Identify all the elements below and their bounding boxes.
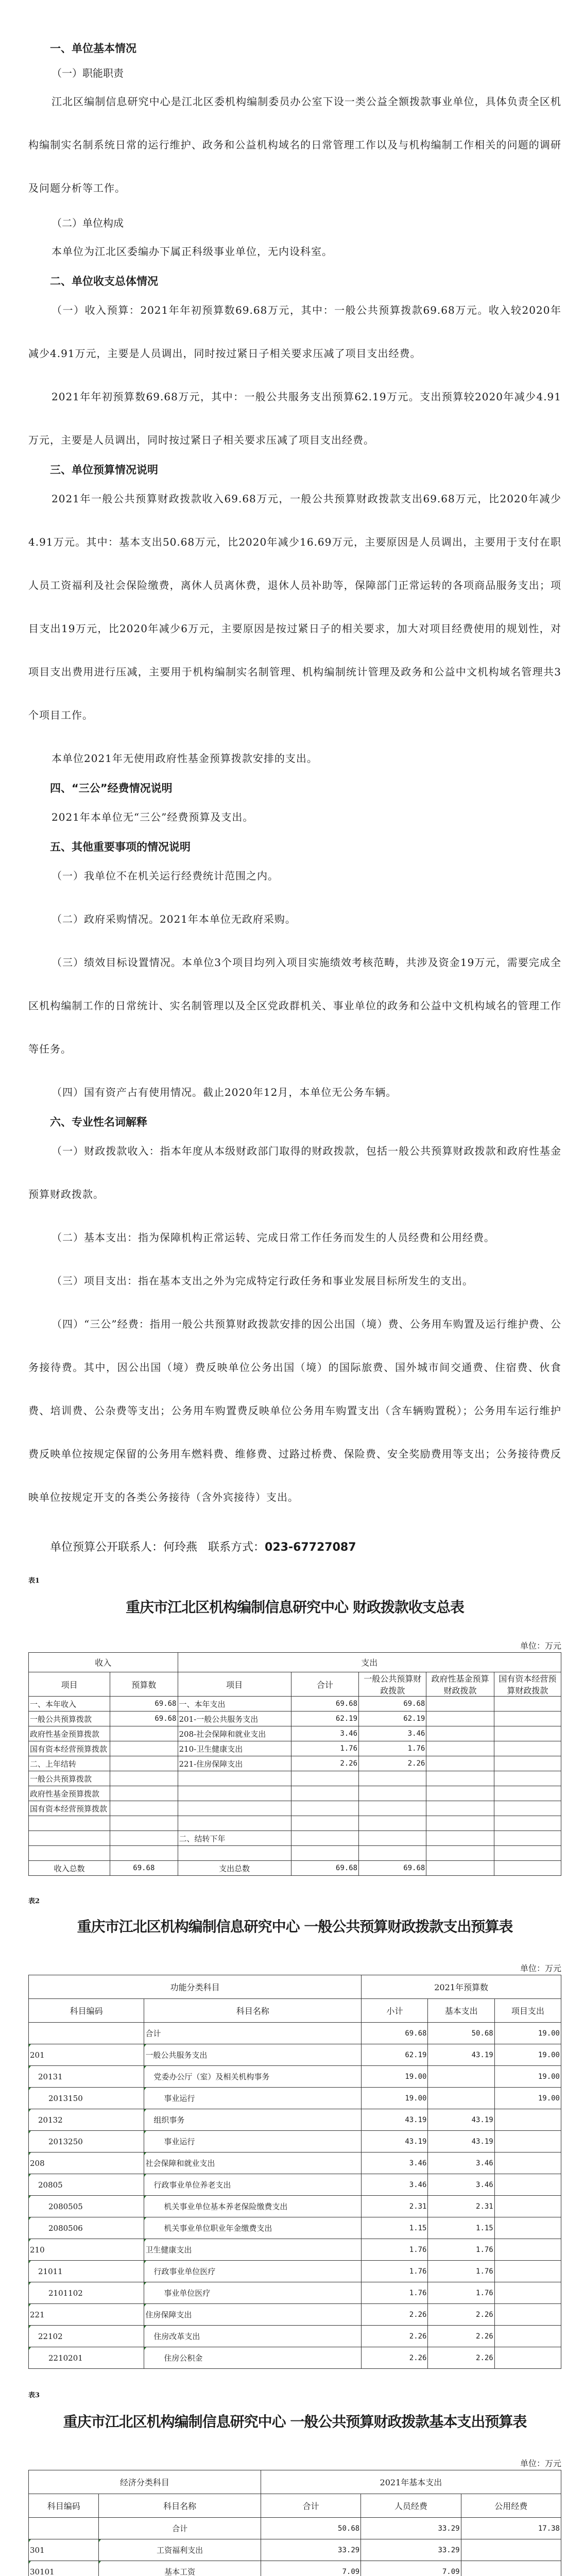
table-cell xyxy=(426,1801,494,1816)
table-cell xyxy=(494,1726,561,1741)
table-cell: 62.19 xyxy=(291,1711,358,1726)
value-cell: 2.26 xyxy=(362,2326,428,2347)
section-1-title: 一、单位基本情况 xyxy=(50,42,136,55)
table-cell xyxy=(110,1771,178,1786)
table-cell xyxy=(494,1711,561,1726)
table-row xyxy=(29,1726,561,1741)
value-cell: 43.19 xyxy=(428,2131,494,2153)
section-5-text-3: （三）绩效目标设置情况。本单位3个项目均列入项目实施绩效考核范畴，共涉及资金19万元，需要完成全区机构编制工作的日常统计、实名制管理以及全区党政群机关、事业单位的政务和公益中文机构域名的管理工作等任务。 xyxy=(28,956,561,1055)
table-cell xyxy=(110,1741,178,1756)
table-row xyxy=(29,2304,561,2326)
column-header: 一般公共预算财政拨款 xyxy=(359,1672,426,1697)
table-row xyxy=(29,1816,561,1831)
table-cell xyxy=(494,1831,561,1846)
table-cell: 3.46 xyxy=(291,1726,358,1741)
table-cell: 1.76 xyxy=(359,1741,426,1756)
table-row xyxy=(29,2539,561,2561)
section-1-1-text: 江北区编制信息研究中心是江北区委机构编制委员办公室下设一类公益全额拨款事业单位，具体负责全区机构编制实名制系统日常的运行维护、政务和公益机构域名的日常管理工作以及与机构编制工作相关的问题的调研及问题分析等工作。 xyxy=(28,95,561,194)
value-cell xyxy=(494,2153,561,2174)
column-header: 小计 xyxy=(362,1999,428,2023)
subject-code: 2101102 xyxy=(29,2282,144,2304)
value-cell: 19.00 xyxy=(494,2066,561,2088)
table-cell xyxy=(426,1726,494,1741)
subject-code: 2013250 xyxy=(29,2131,144,2153)
subject-code: 208 xyxy=(29,2153,144,2174)
table-cell xyxy=(494,1801,561,1816)
subject-code: 2013150 xyxy=(29,2088,144,2109)
subject-code: 210 xyxy=(29,2239,144,2261)
table-3-number: 表3 xyxy=(28,2392,40,2399)
column-header: 项目 xyxy=(178,1672,291,1697)
section-5-text-2: （二）政府采购情况。2021年本单位无政府采购。 xyxy=(51,913,296,925)
table-1-number: 表1 xyxy=(28,1577,40,1585)
value-cell: 50.68 xyxy=(428,2023,494,2044)
table-row xyxy=(29,1846,561,1861)
value-cell xyxy=(494,2282,561,2304)
header-2021-budget: 2021年预算数 xyxy=(362,1975,561,1999)
subject-name: 社会保障和就业支出 xyxy=(144,2153,362,2174)
column-header: 国有资本经营预算财政拨款 xyxy=(494,1672,561,1697)
table-row xyxy=(29,2217,561,2239)
table-cell: 二、上年结转 xyxy=(29,1756,110,1771)
table-cell: 1.76 xyxy=(291,1741,358,1756)
value-cell: 1.76 xyxy=(428,2282,494,2304)
table-cell: 221-住房保障支出 xyxy=(178,1756,291,1771)
table-row xyxy=(29,2196,561,2217)
subject-code: 221 xyxy=(29,2304,144,2326)
value-cell: 1.76 xyxy=(362,2239,428,2261)
table-cell xyxy=(359,1771,426,1786)
table-cell xyxy=(426,1831,494,1846)
subject-code: 2080506 xyxy=(29,2217,144,2239)
value-cell: 33.29 xyxy=(361,2539,461,2561)
value-cell: 2.26 xyxy=(428,2304,494,2326)
table-row xyxy=(29,2044,561,2066)
value-cell: 33.29 xyxy=(261,2539,360,2561)
value-cell: 3.46 xyxy=(428,2174,494,2196)
table-cell: 210-卫生健康支出 xyxy=(178,1741,291,1756)
table-cell xyxy=(494,1771,561,1786)
value-cell xyxy=(494,2174,561,2196)
table-cell: 国有资本经营预算拨款 xyxy=(29,1741,110,1756)
section-2-title: 二、单位收支总体情况 xyxy=(50,275,158,287)
table-cell xyxy=(110,1726,178,1741)
table-cell xyxy=(178,1816,291,1831)
subject-name: 一般公共服务支出 xyxy=(144,2044,362,2066)
subject-code: 301 xyxy=(29,2539,99,2561)
table-cell: 一、本年收入 xyxy=(29,1697,110,1711)
table-cell xyxy=(291,1786,358,1801)
value-cell: 1.76 xyxy=(428,2239,494,2261)
header-expense: 支出 xyxy=(178,1653,561,1672)
subject-name: 卫生健康支出 xyxy=(144,2239,362,2261)
column-header: 科目编码 xyxy=(29,2494,99,2518)
table-cell xyxy=(426,1697,494,1711)
table-cell xyxy=(291,1816,358,1831)
table-cell xyxy=(359,1801,426,1816)
table-cell xyxy=(291,1846,358,1861)
section-1-2-text: 本单位为江北区委编办下属正科级事业单位，无内设科室。 xyxy=(51,245,333,258)
section-4-title: 四、“三公”经费情况说明 xyxy=(50,782,173,794)
table-row xyxy=(29,1801,561,1816)
table-cell: 62.19 xyxy=(359,1711,426,1726)
value-cell: 43.19 xyxy=(362,2131,428,2153)
value-cell: 7.09 xyxy=(261,2561,360,2576)
column-header: 预算数 xyxy=(110,1672,178,1697)
header-economic-category: 经济分类科目 xyxy=(29,2470,261,2494)
table-cell xyxy=(29,1846,110,1861)
table-cell: 208-社会保障和就业支出 xyxy=(178,1726,291,1741)
value-cell xyxy=(494,2196,561,2217)
table-3-title: 重庆市江北区机构编制信息研究中心 一般公共预算财政拨款基本支出预算表 xyxy=(63,2413,527,2430)
table-row xyxy=(29,2347,561,2369)
value-cell xyxy=(494,2217,561,2239)
subject-code: 30101 xyxy=(29,2561,99,2576)
value-cell: 2.26 xyxy=(428,2326,494,2347)
column-header: 基本支出 xyxy=(428,1999,494,2023)
table-row xyxy=(29,2239,561,2261)
value-cell: 1.15 xyxy=(362,2217,428,2239)
value-cell xyxy=(494,2347,561,2369)
column-header: 合计 xyxy=(291,1672,358,1697)
value-cell xyxy=(494,2326,561,2347)
section-6-text-2: （二）基本支出：指为保障机构正常运转、完成日常工作任务而发生的人员经费和公用经费。 xyxy=(51,1231,495,1244)
table-cell: 国有资本经营预算拨款 xyxy=(29,1801,110,1816)
section-3-title: 三、单位预算情况说明 xyxy=(50,464,158,476)
value-cell: 1.76 xyxy=(362,2282,428,2304)
table-cell xyxy=(494,1816,561,1831)
table-cell xyxy=(426,1756,494,1771)
value-cell xyxy=(428,2066,494,2088)
value-cell: 62.19 xyxy=(362,2044,428,2066)
table-cell xyxy=(178,1786,291,1801)
total-cell: 69.68 xyxy=(291,1861,358,1876)
table-cell xyxy=(359,1831,426,1846)
table-row xyxy=(29,2109,561,2131)
table-3-basic-expense xyxy=(28,2470,561,2576)
value-cell: 43.19 xyxy=(362,2109,428,2131)
subject-code: 22102 xyxy=(29,2326,144,2347)
section-6-text-3: （三）项目支出：指在基本支出之外为完成特定行政任务和事业发展目标所发生的支出。 xyxy=(51,1275,473,1287)
table-cell xyxy=(359,1846,426,1861)
subject-name: 行政事业单位医疗 xyxy=(144,2261,362,2282)
value-cell: 17.38 xyxy=(461,2518,561,2539)
total-cell: 支出总数 xyxy=(178,1861,291,1876)
value-cell xyxy=(494,2261,561,2282)
table-cell xyxy=(426,1771,494,1786)
section-1-2-title: （二）单位构成 xyxy=(51,217,124,229)
subject-name: 合计 xyxy=(144,2023,362,2044)
value-cell: 1.15 xyxy=(428,2217,494,2239)
table-row xyxy=(29,2326,561,2347)
value-cell: 3.46 xyxy=(362,2153,428,2174)
table-3-unit: 单位：万元 xyxy=(520,2459,561,2468)
subject-name: 机关事业单位基本养老保险缴费支出 xyxy=(144,2196,362,2217)
contact-line xyxy=(28,1538,561,1554)
table-row xyxy=(29,1697,561,1711)
table-cell: 69.68 xyxy=(291,1697,358,1711)
table-cell: 2.26 xyxy=(291,1756,358,1771)
value-cell xyxy=(461,2561,561,2576)
table-row xyxy=(29,1756,561,1771)
table-cell xyxy=(110,1801,178,1816)
column-header: 科目名称 xyxy=(144,1999,362,2023)
table-2-general-budget-expense xyxy=(28,1975,561,2369)
table-row xyxy=(29,2282,561,2304)
subject-code: 2210201 xyxy=(29,2347,144,2369)
subject-name: 住房保障支出 xyxy=(144,2304,362,2326)
table-cell: 69.68 xyxy=(110,1697,178,1711)
table-cell xyxy=(178,1846,291,1861)
subject-name: 事业运行 xyxy=(144,2088,362,2109)
value-cell xyxy=(494,2109,561,2131)
total-cell: 69.68 xyxy=(110,1861,178,1876)
table-cell xyxy=(426,1711,494,1726)
section-2-income: （一）收入预算：2021年年初预算数69.68万元，其中：一般公共预算拨款69.68万元。收入较2020年减少4.91万元，主要是人员调出，同时按过紧日子相关要求压减了项目支出经费。 xyxy=(28,304,561,360)
contact-phone-label: 联系方式： xyxy=(208,1541,265,1554)
column-header: 合计 xyxy=(261,2494,360,2518)
value-cell: 1.76 xyxy=(428,2261,494,2282)
table-cell xyxy=(29,1816,110,1831)
table-row xyxy=(29,1741,561,1756)
section-4-text: 2021年本单位无“三公”经费预算及支出。 xyxy=(51,811,254,823)
table-cell: 政府性基金预算拨款 xyxy=(29,1726,110,1741)
value-cell: 7.09 xyxy=(361,2561,461,2576)
table-row xyxy=(29,2131,561,2153)
subject-name: 行政事业单位养老支出 xyxy=(144,2174,362,2196)
table-row xyxy=(29,2066,561,2088)
subject-name: 合计 xyxy=(99,2518,261,2539)
subject-code: 20131 xyxy=(29,2066,144,2088)
table-cell: 二、结转下年 xyxy=(178,1831,291,1846)
value-cell xyxy=(428,2088,494,2109)
table-cell xyxy=(291,1801,358,1816)
subject-name: 基本工资 xyxy=(99,2561,261,2576)
section-6-title: 六、专业性名词解释 xyxy=(50,1116,147,1128)
table-1-fiscal-summary xyxy=(28,1652,561,1876)
table-cell: 3.46 xyxy=(359,1726,426,1741)
section-6-text-4: （四）“三公”经费：指用一般公共预算财政拨款安排的因公出国（境）费、公务用车购置及运行维护费、公务接待费。其中，因公出国（境）费反映单位公务出国（境）的国际旅费、国外城市间交通费、住宿费、伙食费、培训费、公杂费等支出；公务用车购置费反映单位公务用车购置支出（含车辆购置税）；公务用车运行维护费反映单位按规定保留的公务用车燃料费、维修费、过路过桥费、保险费、安全奖励费用等支出；公务接待费反映单位按规定开支的各类公务接待（含外宾接待）支出。 xyxy=(28,1318,561,1503)
value-cell: 19.00 xyxy=(494,2023,561,2044)
contact-person: 单位预算公开联系人：何玲燕 xyxy=(50,1541,198,1554)
table-row xyxy=(29,2153,561,2174)
table-cell xyxy=(426,1846,494,1861)
table-row xyxy=(29,1771,561,1786)
value-cell: 19.00 xyxy=(362,2088,428,2109)
column-header: 人员经费 xyxy=(361,2494,461,2518)
table-row xyxy=(29,2174,561,2196)
section-6-text-1: （一）财政拨款收入：指本年度从本级财政部门取得的财政拨款，包括一般公共预算财政拨款和政府性基金预算财政拨款。 xyxy=(28,1145,561,1200)
column-header: 科目编码 xyxy=(29,1999,144,2023)
table-2-title: 重庆市江北区机构编制信息研究中心 一般公共预算财政拨款支出预算表 xyxy=(77,1918,513,1935)
subject-name: 组织事务 xyxy=(144,2109,362,2131)
table-cell xyxy=(494,1697,561,1711)
value-cell: 1.76 xyxy=(362,2261,428,2282)
table-cell xyxy=(291,1831,358,1846)
subject-name: 工资福利支出 xyxy=(99,2539,261,2561)
header-function-category: 功能分类科目 xyxy=(29,1975,362,1999)
table-cell xyxy=(110,1846,178,1861)
table-row xyxy=(29,1786,561,1801)
section-3-text-1: 2021年一般公共预算财政拨款收入69.68万元，一般公共预算财政拨款支出69.68万元，比2020年减少4.91万元。其中：基本支出50.68万元，比2020年减少16.69万元，主要原因是人员调出，主要用于支付在职人员工资福利及社会保险缴费，离休人员离休费，退休人员补助等，保障部门正常运转的各项商品服务支出；项目支出19万元，比2020年减少6万元，主要原因是按过紧日子的相关要求，加大对项目经费使用的规划性，对项目支出费用进行压减，主要用于机构编制实名制管理、机构编制统计管理及政务和公益中文机构域名管理共3个项目工作。 xyxy=(28,493,561,721)
value-cell: 2.26 xyxy=(428,2347,494,2369)
table-row xyxy=(29,2261,561,2282)
table-row xyxy=(29,1861,561,1876)
value-cell: 3.46 xyxy=(428,2153,494,2174)
value-cell xyxy=(494,2304,561,2326)
subject-name: 事业运行 xyxy=(144,2131,362,2153)
subject-code: 2080505 xyxy=(29,2196,144,2217)
subject-name: 住房改革支出 xyxy=(144,2326,362,2347)
subject-code: 201 xyxy=(29,2044,144,2066)
subject-code: 21011 xyxy=(29,2261,144,2282)
table-row xyxy=(29,2518,561,2539)
total-cell xyxy=(494,1861,561,1876)
table-1-unit: 单位：万元 xyxy=(520,1641,561,1651)
subject-code: 20805 xyxy=(29,2174,144,2196)
section-3-text-2: 本单位2021年无使用政府性基金预算拨款安排的支出。 xyxy=(51,752,318,765)
subject-name: 事业单位医疗 xyxy=(144,2282,362,2304)
value-cell: 2.31 xyxy=(362,2196,428,2217)
column-header: 公用经费 xyxy=(461,2494,561,2518)
table-cell xyxy=(110,1786,178,1801)
total-cell: 69.68 xyxy=(359,1861,426,1876)
table-cell: 201-一般公共服务支出 xyxy=(178,1711,291,1726)
table-cell xyxy=(359,1786,426,1801)
section-5-text-4: （四）国有资产占有使用情况。截止2020年12月，本单位无公务车辆。 xyxy=(51,1086,397,1098)
value-cell: 69.68 xyxy=(362,2023,428,2044)
value-cell: 33.29 xyxy=(361,2518,461,2539)
table-row xyxy=(29,1831,561,1846)
table-cell xyxy=(426,1786,494,1801)
value-cell: 43.19 xyxy=(428,2044,494,2066)
column-header: 项目支出 xyxy=(494,1999,561,2023)
table-cell xyxy=(359,1816,426,1831)
table-cell xyxy=(426,1741,494,1756)
table-cell: 一、本年支出 xyxy=(178,1697,291,1711)
value-cell xyxy=(461,2539,561,2561)
table-row xyxy=(29,2561,561,2576)
value-cell xyxy=(494,2239,561,2261)
table-row xyxy=(29,1711,561,1726)
column-header: 项目 xyxy=(29,1672,110,1697)
value-cell: 19.00 xyxy=(362,2066,428,2088)
table-cell: 政府性基金预算拨款 xyxy=(29,1786,110,1801)
header-2021-basic: 2021年基本支出 xyxy=(261,2470,561,2494)
value-cell: 50.68 xyxy=(261,2518,360,2539)
subject-name: 住房公积金 xyxy=(144,2347,362,2369)
value-cell: 19.00 xyxy=(494,2044,561,2066)
value-cell: 2.26 xyxy=(362,2304,428,2326)
table-cell: 2.26 xyxy=(359,1756,426,1771)
table-2-number: 表2 xyxy=(28,1897,40,1905)
table-cell: 一般公共预算拨款 xyxy=(29,1711,110,1726)
table-cell xyxy=(29,1831,110,1846)
table-cell xyxy=(494,1786,561,1801)
section-5-title: 五、其他重要事项的情况说明 xyxy=(50,841,191,853)
table-row xyxy=(29,2023,561,2044)
value-cell: 19.00 xyxy=(494,2088,561,2109)
table-cell xyxy=(178,1771,291,1786)
table-cell: 69.68 xyxy=(359,1697,426,1711)
table-cell xyxy=(426,1816,494,1831)
column-header: 科目名称 xyxy=(99,2494,261,2518)
subject-name: 党委办公厅（室）及相关机构事务 xyxy=(144,2066,362,2088)
table-cell xyxy=(110,1756,178,1771)
table-cell xyxy=(178,1801,291,1816)
section-5-text-1: （一）我单位不在机关运行经费统计范围之内。 xyxy=(51,870,279,882)
table-row xyxy=(29,2088,561,2109)
section-2-expense: 2021年年初预算数69.68万元，其中：一般公共服务支出预算62.19万元。支出预算较2020年减少4.91万元，主要是人员调出，同时按过紧日子相关要求压减了项目支出经费。 xyxy=(28,391,561,446)
section-1-1-title: （一）职能职责 xyxy=(51,67,124,79)
value-cell: 2.26 xyxy=(362,2347,428,2369)
header-income: 收入 xyxy=(29,1653,178,1672)
table-cell xyxy=(494,1741,561,1756)
table-cell xyxy=(110,1831,178,1846)
subject-code xyxy=(29,2518,99,2539)
table-cell xyxy=(494,1846,561,1861)
table-2-unit: 单位：万元 xyxy=(520,1963,561,1973)
value-cell: 43.19 xyxy=(428,2109,494,2131)
value-cell xyxy=(494,2131,561,2153)
table-1-title: 重庆市江北区机构编制信息研究中心 财政拨款收支总表 xyxy=(126,1599,464,1616)
table-cell xyxy=(291,1771,358,1786)
column-header: 政府性基金预算财政拨款 xyxy=(426,1672,494,1697)
contact-phone: 023-67727087 xyxy=(265,1541,356,1554)
table-cell: 一般公共预算拨款 xyxy=(29,1771,110,1786)
table-cell xyxy=(494,1756,561,1771)
total-cell xyxy=(426,1861,494,1876)
subject-code xyxy=(29,2023,144,2044)
table-cell: 69.68 xyxy=(110,1711,178,1726)
subject-code: 20132 xyxy=(29,2109,144,2131)
subject-name: 机关事业单位职业年金缴费支出 xyxy=(144,2217,362,2239)
table-cell xyxy=(110,1816,178,1831)
value-cell: 2.31 xyxy=(428,2196,494,2217)
total-cell: 收入总数 xyxy=(29,1861,110,1876)
value-cell: 3.46 xyxy=(362,2174,428,2196)
